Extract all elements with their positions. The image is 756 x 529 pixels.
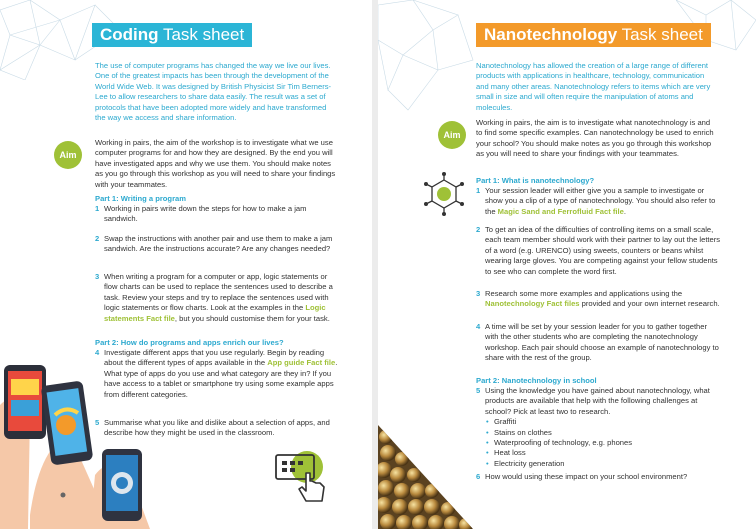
- aim-text: Working in pairs, the aim is to investigate what nanotechnology is and to find some specific examples. Can nanotechnology be used to enrich your school? You should make notes as you go through this workshop as you will need to share your findings with your teammates.: [476, 118, 714, 159]
- task-item-1: 1 Working in pairs write down the steps for how to make a jam sandwich.: [95, 204, 307, 224]
- part1-heading: Part 1: What is nanotechnology?: [476, 176, 595, 185]
- task-item-1: 1 Your session leader will either give you a sample to investigate or show you a clip of a type of nanotechnology. You should also refer to the Magic Sand and Ferrofluid Fact file.: [476, 186, 716, 216]
- fact-file-link[interactable]: Magic Sand and Ferrofluid Fact file: [497, 206, 624, 216]
- fact-file-link[interactable]: Logic statements Fact file: [104, 303, 326, 323]
- geometric-network-decoration: [378, 0, 488, 120]
- page-title-nanotechnology: Nanotechnology Task sheet: [476, 23, 711, 47]
- list-item: • Stains on clothes: [485, 428, 721, 438]
- task-item-5: 5 Summarise what you like and dislike about a selection of apps, and describe how they might be used in the classroom.: [95, 418, 330, 438]
- part2-heading: Part 2: How do programs and apps enrich our lives?: [95, 338, 284, 347]
- list-item: • Waterproofing of technology, e.g. phones: [485, 438, 721, 448]
- challenge-list: [485, 417, 721, 469]
- part1-heading: Part 1: Writing a program: [95, 194, 186, 203]
- task-item-3: 3 When writing a program for a computer or app, logic statements or flow charts can be used to replace the sentences used to describe a task. Review your steps and try to replace the sentences used with logic statements or flow charts. Look at the examples in the Logic statements Fact file, but you should customise them for your task.: [95, 272, 333, 323]
- aim-text: Working in pairs, the aim of the workshop is to investigate what we use computer programs for and how they are designed. By the end you will have investigated apps and why we use them. You should make notes as you go through this workshop as you will need to share your findings with your teammates.: [95, 138, 336, 189]
- list-item: • Electricity generation: [485, 459, 721, 469]
- task-item-4: 4 Investigate different apps that you use regularly. Begin by reading about the different types of apps available in the App guide Fact file. What type of apps do you use and what category are they in? If you have access to a tablet or smartphone try using some example apps from different categories.: [95, 348, 338, 399]
- task-item-4: 4 A time will be set by your session leader for you to gather together with the other students who are completing the nanotechnology workshop. Each pair should choose an example of nanotechnology to share with the rest of the group.: [476, 322, 719, 363]
- gold-nanomaterial-photo: [378, 425, 473, 529]
- nanostructure-molecule-icon: [422, 172, 466, 216]
- coding-task-sheet-page: [0, 0, 372, 529]
- task-item-5: 5 Using the knowledge you have gained about nanotechnology, what products are available that help with the following challenges at school? Pick at least two to research. • Graffiti • Stains on clothes • Waterproofing of technology, e.g. phones • Heat loss • Electricity generation: [476, 386, 721, 469]
- task-item-2: 2 To get an idea of the difficulties of controlling items on a small scale, each team member should work with their partner to lay out the letters of a word (e.g. URENCO) using sweets, counters or beans whilst wearing large gloves. You are competing against your fellow students to see who can complete the word first.: [476, 225, 721, 276]
- list-item: • Heat loss: [485, 448, 721, 458]
- task-item-2: 2 Swap the instructions with another pair and use them to make a jam sandwich. Are the instructions accurate? Are any changes needed?: [95, 234, 333, 254]
- list-item: • Graffiti: [485, 417, 721, 427]
- aim-badge: Aim: [54, 141, 82, 169]
- fact-file-link[interactable]: App guide Fact file: [267, 358, 336, 368]
- touchscreen-hand-icon: [272, 443, 332, 503]
- part2-heading: Part 2: Nanotechnology in school: [476, 376, 597, 385]
- fact-file-link[interactable]: Nanotechnology Fact files: [485, 299, 580, 309]
- intro-paragraph: Nanotechnology has allowed the creation of a large range of different products with applications in healthcare, technology, communication and many other areas. Nanotechnology refers to items which are very small in size and will often require the manipulation of atoms and molecules.: [476, 61, 711, 112]
- task-item-3: 3 Research some more examples and applications using the Nanotechnology Fact files provided and your own internet research.: [476, 289, 720, 309]
- aim-badge: Aim: [438, 121, 466, 149]
- intro-paragraph: The use of computer programs has changed the way we live our lives. One of the greatest impacts has been through the development of the World Wide Web. It was designed by British Physicist Sir Tim Berners-Lee to allow researchers to share data easily. The result was a set of protocols that have been adopted more widely and have transformed the way we access and share information.: [95, 61, 332, 123]
- task-item-6: 6 How would using these impact on your school environment?: [476, 472, 688, 481]
- nanotechnology-task-sheet-page: [378, 0, 756, 529]
- page-title-coding: Coding Task sheet: [92, 23, 252, 47]
- phones-in-hands-illustration: [0, 345, 160, 529]
